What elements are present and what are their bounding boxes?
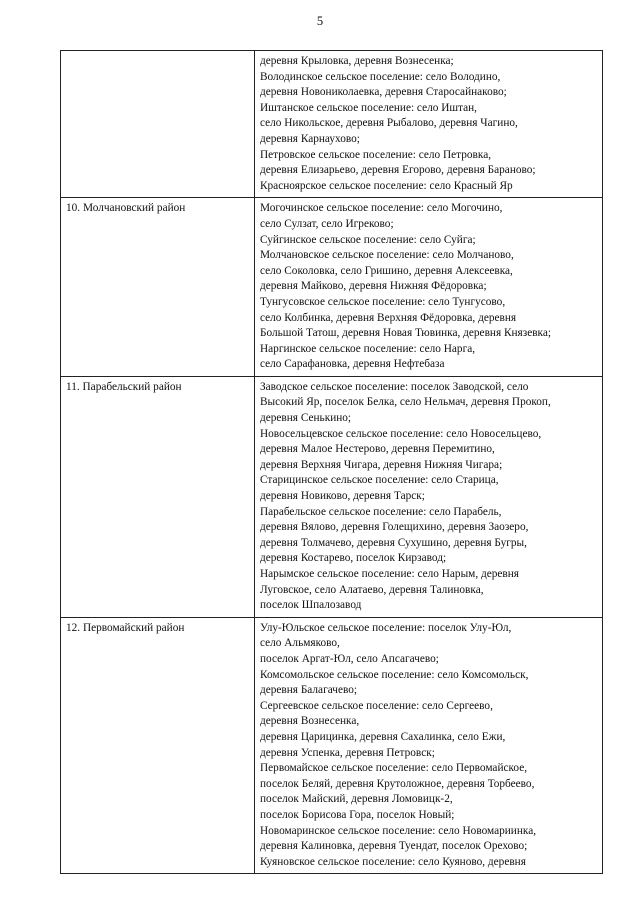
settlement-line: деревня Карнаухово; xyxy=(260,132,360,145)
table-body xyxy=(61,51,603,874)
settlement-line: Иштанское сельское поселение: село Иштан, xyxy=(260,101,478,114)
district-cell: 11. Парабельский район xyxy=(61,376,255,617)
settlement-line: деревня Царицинка, деревня Сахалинка, село Ежи, xyxy=(260,730,506,743)
table-row xyxy=(61,376,603,617)
settlement-line: деревня Крыловка, деревня Вознесенка; xyxy=(260,55,454,67)
settlement-line: село Сарафановка, деревня Нефтебаза xyxy=(260,358,445,371)
table-row xyxy=(61,198,603,377)
settlement-line: деревня Балагачево; xyxy=(260,684,358,697)
table-row xyxy=(61,51,603,198)
table-row xyxy=(61,617,603,874)
settlement-line: Володинское сельское поселение: село Володино, xyxy=(260,70,501,83)
settlements-cell xyxy=(255,51,603,198)
settlements-table xyxy=(60,50,603,874)
settlement-line: Улу-Юльское сельское поселение: поселок Улу-Юл, xyxy=(260,621,512,634)
settlement-line: поселок Майский, деревня Ломовицк-2, xyxy=(260,793,453,806)
settlement-line: деревня Вознесенка, xyxy=(260,715,360,728)
settlement-line: Заводское сельское поселение: поселок Заводской, село xyxy=(260,380,529,393)
settlement-line: деревня Новиково, деревня Тарск; xyxy=(260,490,425,503)
settlement-line: деревня Майково, деревня Нижняя Фёдоровка; xyxy=(260,280,487,293)
settlement-line: Наргинское сельское поселение: село Нарга, xyxy=(260,342,476,355)
settlement-line: Сергеевское сельское поселение: село Сергеево, xyxy=(260,699,493,712)
district-cell: 10. Молчановский район xyxy=(61,198,255,377)
settlement-line: деревня Калиновка, деревня Туендат, поселок Орехово; xyxy=(260,840,528,853)
settlement-line: Красноярское сельское поселение: село Красный Яр xyxy=(260,179,513,192)
district-cell: 12. Первомайский район xyxy=(61,617,255,874)
district-cell xyxy=(61,51,255,198)
settlement-line: Куяновское сельское поселение: село Куяново, деревня xyxy=(260,855,526,868)
settlement-line: Петровское сельское поселение: село Петровка, xyxy=(260,148,492,161)
settlement-line: Большой Татош, деревня Новая Тювинка, деревня Князевка; xyxy=(260,327,552,340)
settlement-line: деревня Вялово, деревня Голещихино, деревня Заозеро, xyxy=(260,521,529,534)
settlement-line: Луговское, село Алатаево, деревня Талиновка, xyxy=(260,583,484,596)
settlement-line: деревня Успенка, деревня Петровск; xyxy=(260,746,435,759)
settlement-line: Молчановское сельское поселение: село Молчаново, xyxy=(260,249,514,262)
settlement-line: село Колбинка, деревня Верхняя Фёдоровка, деревня xyxy=(260,311,517,324)
settlement-line: Нарымское сельское поселение: село Нарым, деревня xyxy=(260,568,519,580)
settlement-line: деревня Новониколаевка, деревня Старосайнаково; xyxy=(260,86,507,99)
settlement-line: поселок Беляй, деревня Крутоложное, деревня Торбеево, xyxy=(260,777,535,790)
settlements-cell xyxy=(255,376,603,617)
settlement-line: село Соколовка, село Гришино, деревня Алексеевка, xyxy=(260,264,513,277)
settlement-line: деревня Толмачево, деревня Сухушино, деревня Бугры, xyxy=(260,536,527,549)
settlement-line: деревня Малое Нестерово, деревня Перемитино, xyxy=(260,443,495,456)
settlement-line: поселок Аргат-Юл, село Апсагачево; xyxy=(260,652,439,665)
settlement-line: Тунгусовское сельское поселение: село Тунгусово, xyxy=(260,295,506,308)
settlement-line: село Сулзат, село Игреково; xyxy=(260,217,394,230)
settlement-line: село Никольское, деревня Рыбалово, деревня Чагино, xyxy=(260,117,518,130)
settlements-cell xyxy=(255,617,603,874)
settlement-line: Парабельское сельское поселение: село Парабель, xyxy=(260,505,502,518)
settlement-line: деревня Костарево, поселок Кирзавод; xyxy=(260,552,447,565)
settlement-line: деревня Верхняя Чигара, деревня Нижняя Чигара; xyxy=(260,458,503,471)
settlement-line: Новомаринское сельское поселение: село Новомариинка, xyxy=(260,824,537,837)
settlement-line: Могочинское сельское поселение: село Могочино, xyxy=(260,202,503,215)
settlement-line: село Альмяково, xyxy=(260,637,340,650)
settlement-line: деревня Елизарьево, деревня Егорово, деревня Бараново; xyxy=(260,164,536,177)
settlement-line: Комсомольское сельское поселение: село Комсомольск, xyxy=(260,668,529,681)
settlement-line: поселок Шпалозавод xyxy=(260,599,362,612)
settlement-line: Первомайское сельское поселение: село Первомайское, xyxy=(260,762,528,775)
settlement-line: Суйгинское сельское поселение: село Суйга; xyxy=(260,233,476,246)
settlement-line: Новосельцевское сельское поселение: село Новосельцево, xyxy=(260,427,542,440)
settlement-line: поселок Борисова Гора, поселок Новый; xyxy=(260,808,455,821)
settlement-line: Высокий Яр, поселок Белка, село Нельмач, деревня Прокоп, xyxy=(260,396,551,409)
settlement-line: Старицинское сельское поселение: село Старица, xyxy=(260,474,499,487)
settlement-line: деревня Сенькино; xyxy=(260,412,352,425)
settlements-cell xyxy=(255,198,603,377)
page-number: 5 xyxy=(316,14,324,28)
